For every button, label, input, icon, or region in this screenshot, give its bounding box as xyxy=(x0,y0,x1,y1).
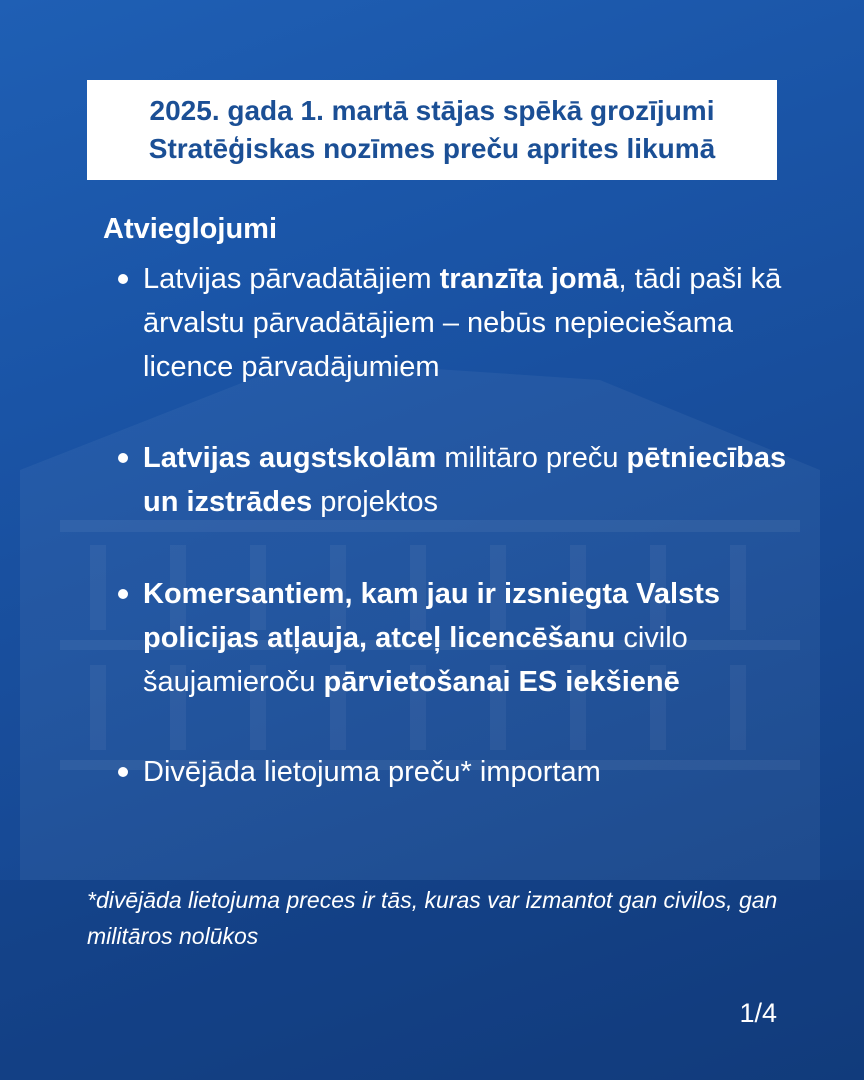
item-3-text-a: civilo šaujamieroču xyxy=(143,622,688,698)
list-item xyxy=(115,572,805,704)
title-line-1: 2025. gada 1. martā stājas spēkā grozījumi xyxy=(149,95,715,126)
title-box xyxy=(87,80,777,180)
list-item xyxy=(115,257,805,389)
item-3-bold-a: Komersantiem, kam jau ir izsniegta Valsts policijas atļauja, atceļ licencēšanu xyxy=(143,578,721,654)
item-2-text-a: militāro preču xyxy=(436,442,627,474)
list-item xyxy=(115,436,805,524)
footnote: *divējāda lietojuma preces ir tās, kuras var izmantot gan civilos, gan militāros nolūkos xyxy=(87,887,778,949)
item-3-bold-b: pārvietošanai ES iekšienē xyxy=(323,666,680,698)
item-1-text-b: , tādi paši kā ārvalstu pārvadātājiem – nebūs nepieciešama licence pārvadājumiem xyxy=(143,263,782,383)
item-1-text-a: Latvijas pārvadātājiem xyxy=(143,263,440,295)
section-heading: Atvieglojumi xyxy=(103,213,278,245)
item-2-bold-b: pētniecības un izstrādes xyxy=(143,442,787,518)
item-2-text-b: projektos xyxy=(312,486,438,518)
title-line-2: Stratēģiskas nozīmes preču aprites likumā xyxy=(148,133,716,164)
page-number: 1/4 xyxy=(739,998,777,1028)
relief-list xyxy=(115,257,805,794)
item-1-bold-a: tranzīta jomā xyxy=(439,263,619,295)
item-4-text-a: Divējāda lietojuma preču* importam xyxy=(143,756,601,788)
list-item xyxy=(115,750,805,794)
item-2-bold-a: Latvijas augstskolām xyxy=(143,442,437,474)
